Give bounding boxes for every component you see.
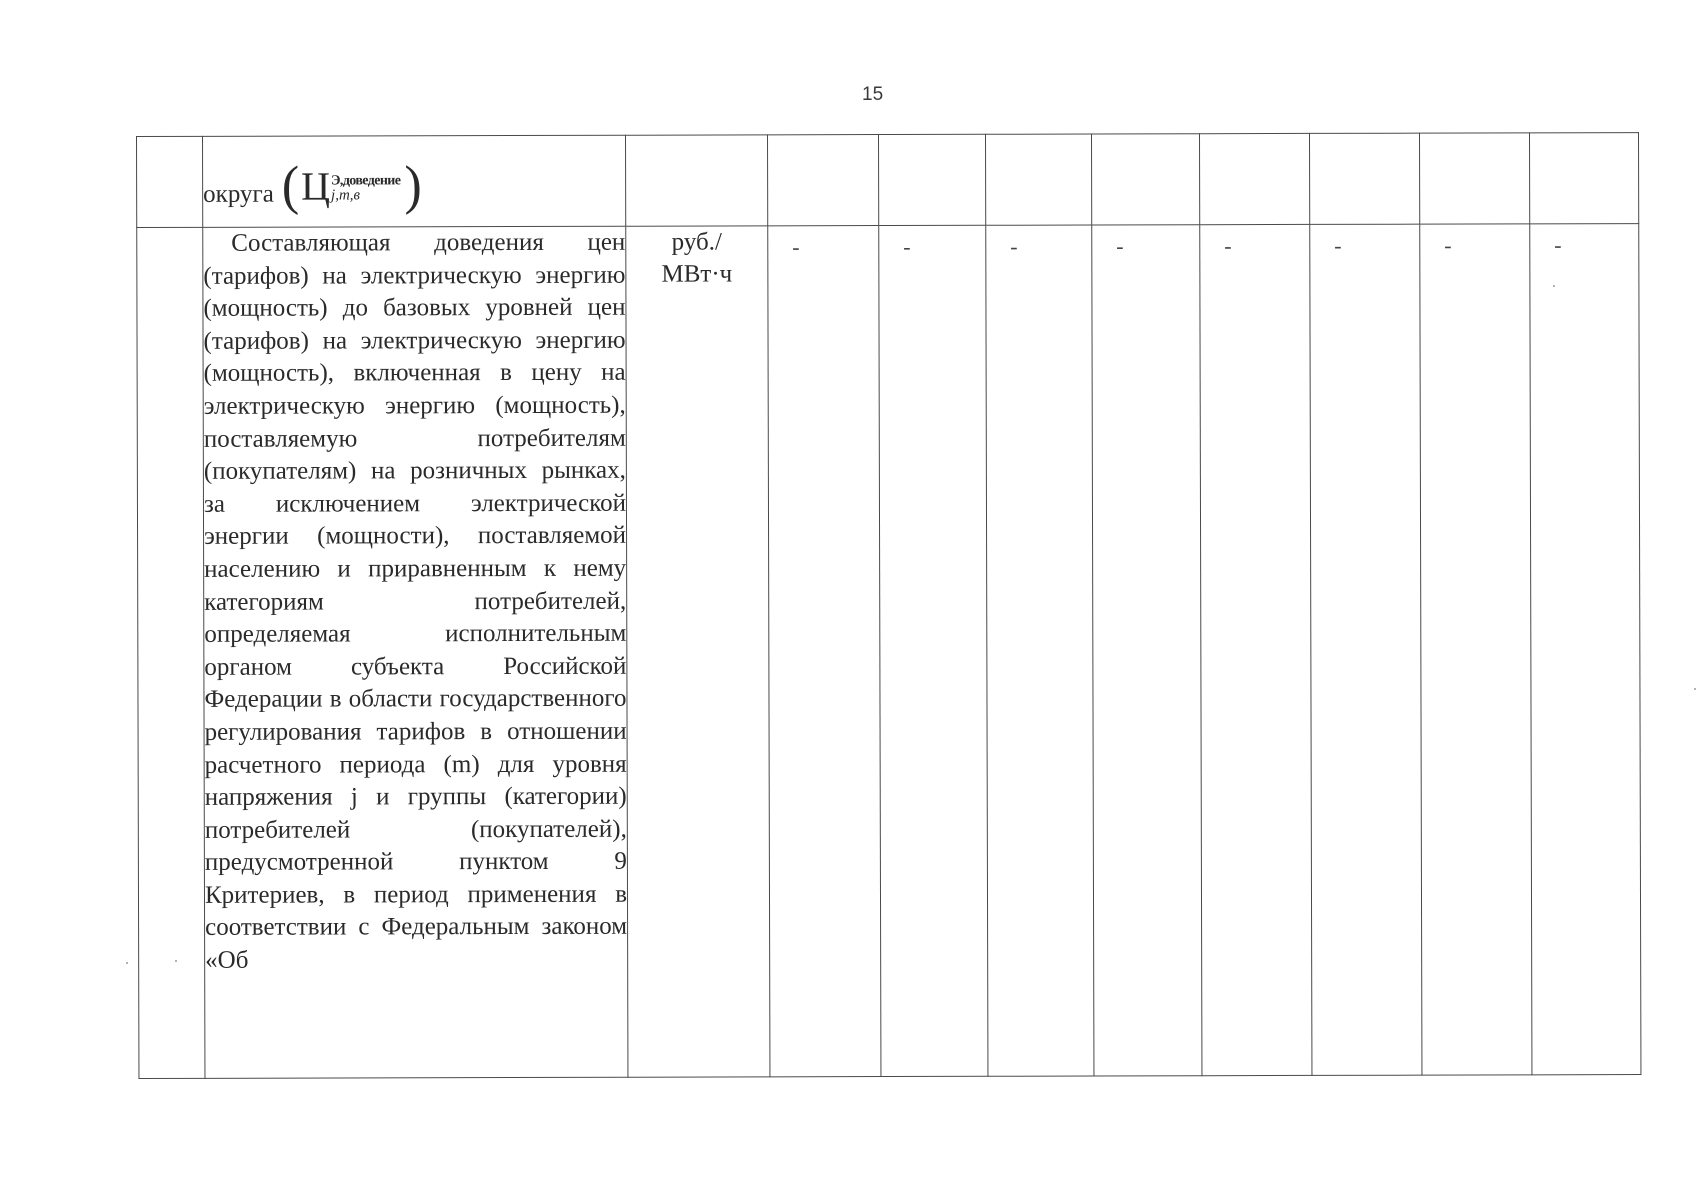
price-formula [281,155,422,217]
value-cell [1529,133,1638,224]
value-cell [1091,134,1199,225]
unit-cell [626,226,770,1077]
value-cell [986,225,1094,1076]
scan-speck [1553,285,1555,287]
scan-speck [1694,688,1696,690]
value-cell [878,134,985,225]
row-number-cell [137,227,205,1078]
scan-speck [126,962,128,964]
value-cell [1310,224,1422,1075]
value-cell [1092,225,1202,1076]
value-dash: - [1554,232,1562,258]
table-row-header [137,133,1639,228]
value-dash: - [1444,232,1452,258]
value-cell [768,226,881,1077]
value-cell [879,225,988,1076]
value-cell [1200,224,1312,1075]
page-number: 15 [862,84,884,105]
indicator-description: Составляющая доведения цен (тарифов) на электрическую энергию (мощность) до базовых уровней цен (тарифов) на электрическую энергию (мощность), включенная в цену на электрическую энергию (мощность), поставляемую потребителям (покупателям) на розничных рынках, за исключением электрической энергии (мощности), поставляемой населению и приравненным к нему категориям потребителей, определяемая исполнительным органом субъекта Российской Федерации в области государственного регулирования тарифов в отношении расчетного периода (m) для уровня напряжения j и группы (категории) потребителей (покупателей), предусмотренной пунктом 9 Критериев, в период применения в соответствии с Федеральным законом «Об [203,228,628,974]
value-cell [1309,133,1419,224]
value-cell [767,135,878,226]
value-dash: - [1116,233,1124,259]
value-dash: - [1334,232,1342,258]
unit-cell [625,135,767,226]
value-dash: - [903,233,911,259]
table-row [137,224,1641,1079]
formula-superscript: Э,доведение [330,172,401,188]
value-cell [1530,224,1641,1075]
value-dash: - [792,234,800,260]
value-cell [1199,133,1309,224]
tariff-table [136,132,1641,1079]
unit-label: руб./ МВт·ч [661,228,733,288]
value-dash: - [1224,233,1232,259]
row-number-cell [137,136,203,227]
scan-speck [175,960,177,962]
value-cell [1419,133,1529,224]
value-cell [985,134,1091,225]
formula-open-paren: ( [281,156,300,217]
indicator-name-cell [203,135,626,227]
value-dash: - [1010,233,1018,259]
formula-close-paren: ) [404,155,422,216]
formula-subscript: j,m,в [331,186,361,203]
value-cell [1420,224,1532,1075]
header-text: округа [203,180,274,208]
indicator-description-cell [203,226,628,1078]
formula-symbol: Ц [301,163,331,209]
